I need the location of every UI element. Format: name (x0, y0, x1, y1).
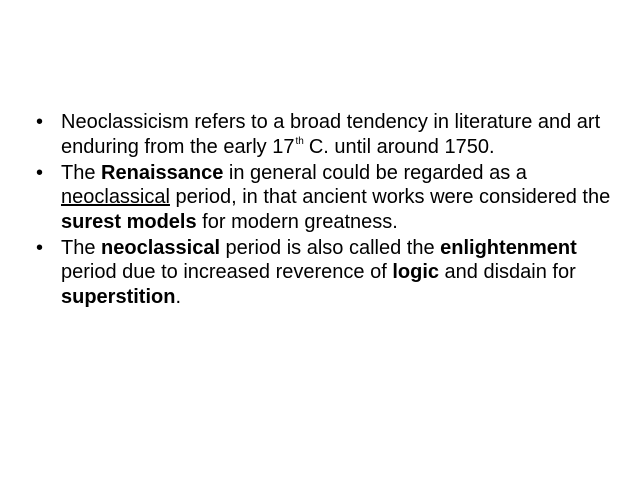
bullet-item-renaissance (36, 161, 616, 235)
emphasis-text: surest models (61, 210, 197, 233)
bullet-dot: • (36, 111, 44, 133)
bullet-text: and disdain for (439, 261, 576, 283)
emphasis-text: Renaissance (101, 161, 224, 184)
bullet-text: in general could be regarded as a (223, 161, 527, 184)
emphasis-text: superstition (61, 285, 176, 308)
emphasis-text: logic (392, 261, 439, 283)
bullet-dot: • (36, 236, 44, 259)
bullet-text: Neoclassicism refers to a broad tendency in literature and art enduring from the early 17 (61, 111, 601, 158)
emphasis-text: enlightenment (440, 236, 577, 259)
bullet-text: period is also called the (220, 236, 441, 259)
bullet-text: The (61, 161, 102, 184)
bullet-dot: • (36, 161, 44, 184)
bullet-item-neoclassicism (36, 110, 616, 159)
underlined-text: neoclassical (61, 186, 170, 208)
emphasis-text: neoclassical (101, 236, 220, 259)
ordinal-suffix: th (295, 135, 304, 147)
bullet-text: period due to increased reverence of (61, 261, 393, 283)
bullet-text: period, in that ancient works were considered the (169, 186, 611, 208)
bullet-list (36, 110, 616, 311)
bullet-text: . (175, 285, 182, 308)
bullet-text: for modern greatness. (196, 210, 398, 233)
bullet-text: C. until around 1750. (308, 135, 495, 158)
bullet-item-enlightenment (36, 236, 616, 310)
bullet-text: The (61, 236, 102, 259)
